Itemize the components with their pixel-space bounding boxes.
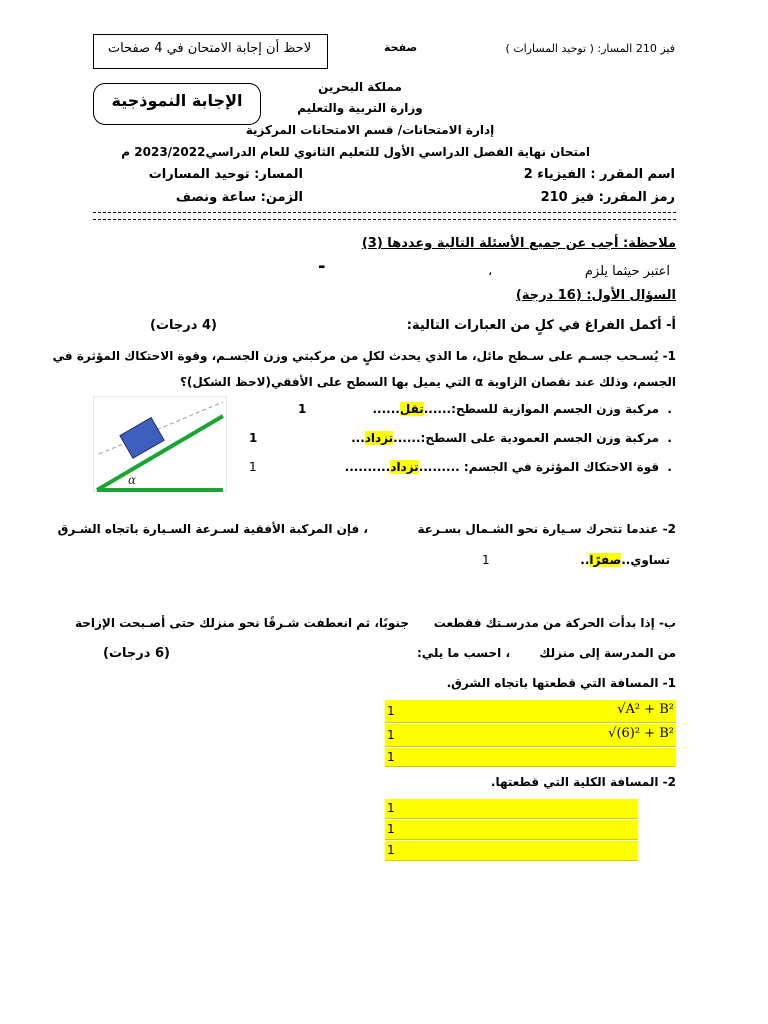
bullet2: [330, 431, 672, 445]
item1-line1: 1- يُسـحب جسـم على سـطح مائل، ما الذي يحدث لكلٍ من مركبتي وزن الجسـم، وقوة الاحتكاك المؤثرة في: [52, 349, 676, 363]
bullet3-dots: ..........: [344, 460, 391, 474]
sub2-row-2: [385, 820, 638, 840]
bullet3-mark: 1: [249, 460, 257, 474]
figure-frame: [93, 396, 227, 492]
page-label: صفحة: [384, 41, 418, 54]
part-b-line2b: ، احسب ما يلي:: [416, 646, 510, 660]
sub1-row-2-mark: 1: [387, 728, 395, 742]
sub1-row-2: [385, 724, 676, 747]
item2-answer: صفرًا: [589, 553, 622, 567]
sub2-row-3-mark: 1: [387, 843, 395, 857]
consider-dash: -: [318, 256, 326, 277]
part-b-line2a: من المدرسة إلى منزلك: [539, 646, 676, 660]
bullet3-text: قوة الاحتكاك المؤثرة في الجسم: .........: [418, 460, 660, 474]
item2-mark: 1: [482, 553, 490, 567]
bullet2-text: مركبة وزن الجسم العمودية على السطح:......: [393, 431, 660, 445]
sub1-row-2-formula: √(6)² + B²: [608, 726, 674, 741]
bullet3-dot: .: [659, 460, 672, 474]
bullet1: [330, 402, 672, 416]
bullet3: [320, 460, 672, 474]
sub1-row-3-mark: 1: [387, 750, 395, 764]
bullet1-text: مركبة وزن الجسم الموازية للسطح:......: [423, 402, 660, 416]
course-name: اسم المقرر : الفيزياء 2: [523, 167, 675, 182]
bullet2-mark: 1: [249, 431, 258, 445]
consider-comma: ،: [488, 264, 493, 279]
bullet2-dots: ...: [351, 431, 365, 445]
bullet2-answer: تزداد: [364, 431, 394, 445]
item2-line2: [560, 553, 670, 567]
bullet1-mark: 1: [298, 402, 307, 416]
ministry: وزارة التربية والتعليم: [297, 101, 423, 115]
part-b-line1b: جنوبًا، ثم انعطفت شـرقًا نحو منزلك حتى أصـبحت الإزاحة: [74, 616, 409, 630]
part-a-title: أ- أكمل الفراغ في كلٍ من العبارات التالية:: [406, 318, 676, 333]
note-line: ملاحظة: أجب عن جميع الأسئلة التالية وعددها (3): [361, 236, 676, 251]
alpha-label: α: [128, 473, 137, 487]
item2-prefix: تساوي..: [621, 553, 670, 567]
item2-dots: ..: [580, 553, 590, 567]
course-line: فيز 210 المسار: ( توحيد المسارات ): [505, 42, 675, 55]
kingdom: مملكة البحرين: [318, 80, 402, 94]
exam-time: الزمن: ساعة ونصف: [175, 190, 303, 205]
sub1-row-3: [385, 748, 676, 767]
sub2-row-1: [385, 799, 638, 819]
sub2-row-3: [385, 841, 638, 861]
bullet2-dot: .: [659, 431, 672, 445]
consider-text: اعتبر حيثما يلزم: [584, 264, 670, 279]
track: المسار: توحيد المسارات: [148, 167, 303, 182]
note-box-text: لاحظ أن إجابة الامتحان في 4 صفحات: [107, 41, 312, 56]
sub1-row-1-mark: 1: [387, 704, 395, 718]
sub2-row-2-mark: 1: [387, 822, 395, 836]
model-answer-title: الإجابة النموذجية: [111, 91, 243, 110]
sub1-title: 1- المسافة التي قطعتها باتجاه الشرق.: [446, 676, 676, 690]
part-b-line1a: ب- إذا بدأت الحركة من مدرسـتك فقطعت: [433, 616, 676, 630]
course-code: رمز المقرر: فيز 210: [540, 190, 675, 205]
header-separator: [93, 212, 676, 220]
item2-line1a: 2- عندما تتحرك سـيارة نحو الشـمال بسـرعة: [417, 522, 676, 536]
part-b-marks: (6 درجات): [103, 646, 170, 661]
item2-line1b: ، فإن المركبة الأفقية لسـرعة السـيارة باتجاه الشـرق: [57, 522, 368, 536]
item1-line2: الجسم، وذلك عند نقصان الزاوية α التي يميل بها السطح على الأفقي(لاحظ الشكل)؟: [179, 375, 676, 389]
bullet1-dots: ......: [372, 402, 400, 416]
q1-title: السؤال الأول: (16 درجة): [515, 288, 676, 303]
sub1-row-1-formula: √A² + B²: [617, 702, 674, 717]
sub2-row-1-mark: 1: [387, 801, 395, 815]
bullet3-answer: تزداد: [390, 460, 419, 474]
exam-title: امتحان نهاية الفصل الدراسي الأول للتعليم الثانوي للعام الدراسي2023/2022 م: [121, 145, 590, 159]
department: إدارة الامتحانات/ قسم الامتحانات المركزية: [245, 123, 495, 137]
sub1-row-1: [385, 700, 676, 723]
bullet1-answer: تقل: [399, 402, 424, 416]
part-a-marks: (4 درجات): [150, 318, 217, 333]
incline-figure: [93, 396, 227, 492]
bullet1-dot: .: [659, 402, 672, 416]
sub2-title: 2- المسافة الكلية التي قطعتها.: [490, 775, 676, 789]
